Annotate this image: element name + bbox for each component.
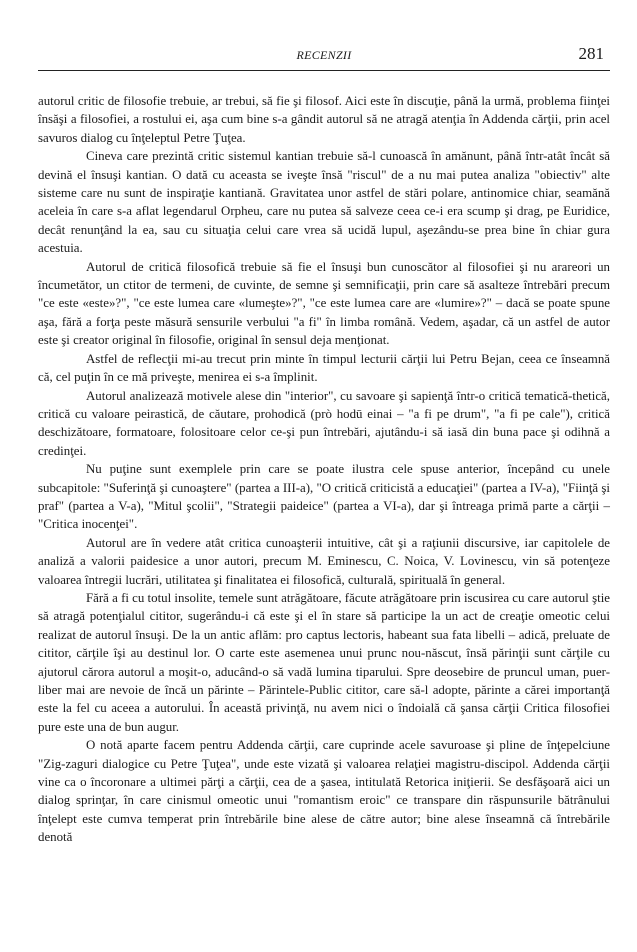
paragraph-8: Fără a fi cu totul insolite, temele sunt atrăgătoare, făcute atrăgătoare prin iscusirea cu care autorul ştie să atragă potenţialul cititor, sugerându-i că este şi el în stare să participe la un act de creaţie omeotic celui realizat de autorul însuşi. De la un antic aflăm: pro captus lectoris, habeant sua fata libelli – adică, preluate de cititor, cărţile îşi au destinul lor. O carte este asemenea unui prunc nou-născut, însă părinţii sunt cărţile cu ajutorul cărora autorul a moşit-o, aducând-o să vadă lumina tiparului. Spre deosebire de pruncul uman, puer-liber mai are nevoie de încă un părinte – Părintele-Public cititor, care să-l adopte, părinte a cărei importanţă este la fel cu aceea a autorului. În această privinţă, nu avem nici o îndoială că şansa cărţii Critica filosofiei pure este una de bun augur. (38, 590, 610, 734)
paragraph-9: O notă aparte facem pentru Addenda cărţii, care cuprinde acele savuroase şi pline de înţepelciune "Zig-zaguri dialogice cu Petre Ţuţea", unde este vizată şi valoarea relaţiei magistru-discipol. Addenda cărţii vine ca o încoronare a ultimei părţi a cărţii, cea de a şasea, intitulată Retorica iniţierii. Se desfăşoară aici un dialog sprinţar, în care cinismul omeotic unui "romantism eroic" ce transpare din răspunsurile bătrânului înţelept este cumva temperat prin întrebările bine alese de către autor; bine alese înseamnă că întrebările denotă (38, 738, 610, 845)
paragraph-3: Autorul de critică filosofică trebuie să fie el însuşi bun cunoscător al filosofiei şi nu arareori un încumetător, un ctitor de termeni, de cuvinte, de semne şi semnificaţii, prin care să asalteze întrebări precum "ce este «este»?", "ce este lumea care «lumeşte»?", "ce este lumea care are «lumire»?" – dacă se poate spune aşa, fără a forţa peste măsură sensurile verbului "a fi" în limba română. Vedem, aşadar, că un astfel de autor este şi creator original în filosofie, original în sensul deja menţionat. (38, 259, 610, 348)
running-title: RECENZII (296, 48, 352, 62)
body-text (38, 92, 610, 847)
paragraph-6: Nu puţine sunt exemplele prin care se poate ilustra cele spuse anterior, începând cu unele subcapitole: "Suferinţă şi cunoaştere" (partea a III-a), "O critică criticistă a educaţiei" (partea a IV-a), "Fiinţă şi praf" (partea a V-a), "Mitul şcolii", "Strategii paideice" (partea a VI-a), dar şi întreaga primă parte a cărţii – "Critica inocenţei". (38, 462, 610, 532)
page-number: 281 (578, 44, 604, 63)
paragraph-2: Cineva care prezintă critic sistemul kantian trebuie să-l cunoască în amănunt, până într-atât încât să devină el însuşi kantian. O dată cu aceasta se iveşte însă "riscul" de a nu mai putea analiza "obiectiv" alte sisteme care nu sunt de inspiraţie kantiană. Gravitatea unor astfel de stări polare, antinomice chiar, seamănă aceleia în care s-a aflat legendarul Orpheu, care nu putea să salveze ceea ce-i era scump şi drag, pe Euridice, decât renunţând la ea, sau cu situaţia celui care vrea să ucidă lupul, aşezându-se prea bine în chiar gura acestuia. (38, 149, 610, 256)
paragraph-5: Autorul analizează motivele alese din "interior", cu savoare şi sapienţă într-o critică tematică-thetică, critică cu valoare peirastică, de căutare, prohodică (prò hodū einai – "a fi pe drum", "a fi pe cale"), critică deschizătoare, formatoare, folositoare celor ce-şi pun întrebări, ajutându-i să iasă din buna pace şi odihnă a credinţei. (38, 388, 610, 458)
page-header (38, 44, 610, 68)
paragraph-4: Astfel de reflecţii mi-au trecut prin minte în timpul lecturii cărţii lui Petru Bejan, ceea ce înseamnă că, cel puţin în ce mă priveşte, menirea ei s-a împlinit. (38, 351, 610, 385)
paragraph-1: autorul critic de filosofie trebuie, ar trebui, să fie şi filosof. Aici este în discuţie, până la urmă, problema fiinţei însăşi a filosofiei, a rostului ei, aşa cum bine s-a gândit autorul să ne atragă atenţia în Addenda cărţii, prin acel savuros dialog cu înţeleptul Petre Ţuţea. (38, 94, 610, 145)
paragraph-7: Autorul are în vedere atât critica cunoaşterii intuitive, cât şi a raţiunii discursive, iar capitolele de analiză a valorii paidesice a unor autori, precum M. Eminescu, C. Noica, V. Lovinescu, vin să potenţeze valoarea întregii lucrări, utilitatea şi finalitatea ei filosofică, culturală, spirituală în general. (38, 535, 610, 587)
header-rule (38, 70, 610, 71)
